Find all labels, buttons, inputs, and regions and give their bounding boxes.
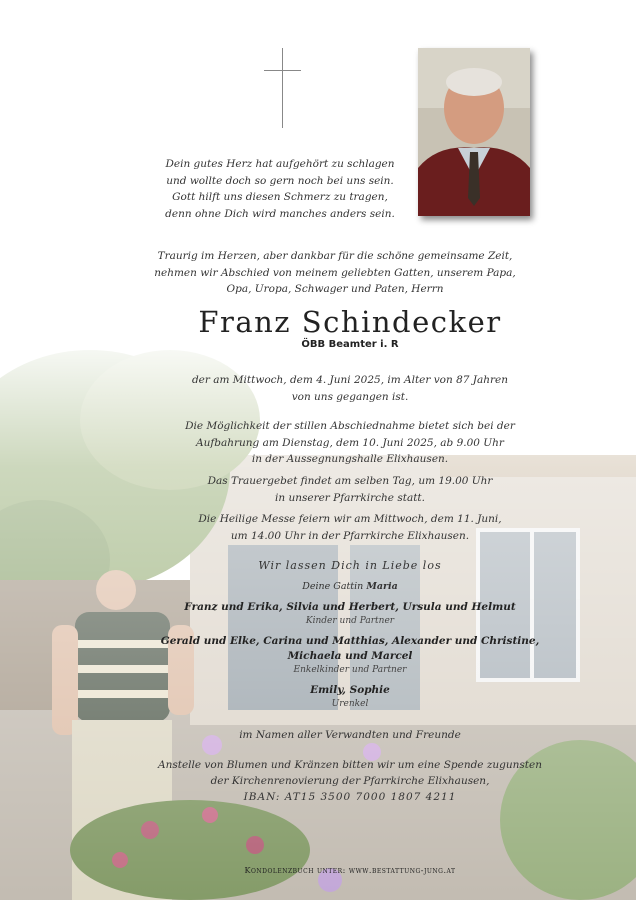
death-notice <box>150 372 550 405</box>
portrait-photo <box>418 48 530 216</box>
viewing-line: Aufbahrung am Dienstag, dem 10. Juni 2025, ab 9.00 Uhr <box>196 436 504 449</box>
mourning-heading: Wir lassen Dich in Liebe los <box>258 559 442 572</box>
intro-line: Opa, Uropa, Schwager und Paten, Herrn <box>226 283 444 295</box>
children-label: Kinder und Partner <box>305 616 395 626</box>
viewing-info <box>150 418 550 468</box>
cross-icon <box>282 48 283 128</box>
intro-line: Traurig im Herzen, aber dankbar für die schöne gemeinsame Zeit, <box>157 250 513 262</box>
rosary-line: in unserer Pfarrkirche statt. <box>274 491 425 504</box>
relatives-line: im Namen aller Verwandten und Freunde <box>239 729 461 741</box>
wife-line <box>150 580 550 594</box>
rosary-info <box>150 473 550 506</box>
verse-line: und wollte doch so gern noch bei uns sein. <box>166 174 394 187</box>
death-line: der am Mittwoch, dem 4. Juni 2025, im Alter von 87 Jahren <box>191 374 509 386</box>
deceased-name: Franz Schindecker <box>198 305 502 339</box>
mourners-list <box>150 580 550 717</box>
donation-request <box>130 757 570 805</box>
wife-name: Maria <box>366 581 398 592</box>
viewing-line: in der Aussegnungshalle Elixhausen. <box>251 453 449 465</box>
rosary-line: Das Trauergebet findet am selben Tag, um 19.00 Uhr <box>207 475 493 487</box>
grandchildren-names-2: Michaela und Marcel <box>287 650 413 662</box>
mass-info <box>150 511 550 544</box>
cross-icon-bar <box>264 70 301 71</box>
great-grandchildren-names: Emily, Sophie <box>310 684 390 696</box>
death-line: von uns gegangen ist. <box>291 390 409 403</box>
viewing-line: Die Möglichkeit der stillen Abschiednahme bietet sich bei der <box>185 420 515 432</box>
deceased-title: ÖBB Beamter i. R <box>301 339 399 350</box>
verse-line: Gott hilft uns diesen Schmerz zu tragen, <box>172 191 388 203</box>
mass-line: Die Heilige Messe feiern wir am Mittwoch, dem 11. Juni, <box>198 513 502 525</box>
iban: IBAN: AT15 3500 7000 1807 4211 <box>243 791 457 803</box>
condolence-link[interactable]: Kondolenzbuch unter: www.bestattung-jung.at <box>244 866 456 875</box>
grandchildren-names-1: Gerald und Elke, Carina und Matthias, Alexander und Christine, <box>160 635 540 647</box>
donation-line: der Kirchenrenovierung der Pfarrkirche Elixhausen, <box>210 775 490 787</box>
mass-line: um 14.00 Uhr in der Pfarrkirche Elixhausen. <box>230 529 470 542</box>
verse <box>140 156 420 222</box>
intro-line: nehmen wir Abschied von meinem geliebten Gatten, unserem Papa, <box>154 266 516 279</box>
verse-line: Dein gutes Herz hat aufgehört zu schlagen <box>165 158 395 170</box>
great-grandchildren-label: Urenkel <box>331 699 369 709</box>
grandchildren-label: Enkelkinder und Partner <box>293 665 407 675</box>
donation-line: Anstelle von Blumen und Kränzen bitten wir um eine Spende zugunsten <box>158 759 542 771</box>
verse-line: denn ohne Dich wird manches anders sein. <box>165 207 395 220</box>
intro-text <box>120 248 550 298</box>
wife-prefix: Deine Gattin <box>302 581 364 592</box>
children-names: Franz und Erika, Silvia und Herbert, Ursula und Helmut <box>184 601 516 613</box>
